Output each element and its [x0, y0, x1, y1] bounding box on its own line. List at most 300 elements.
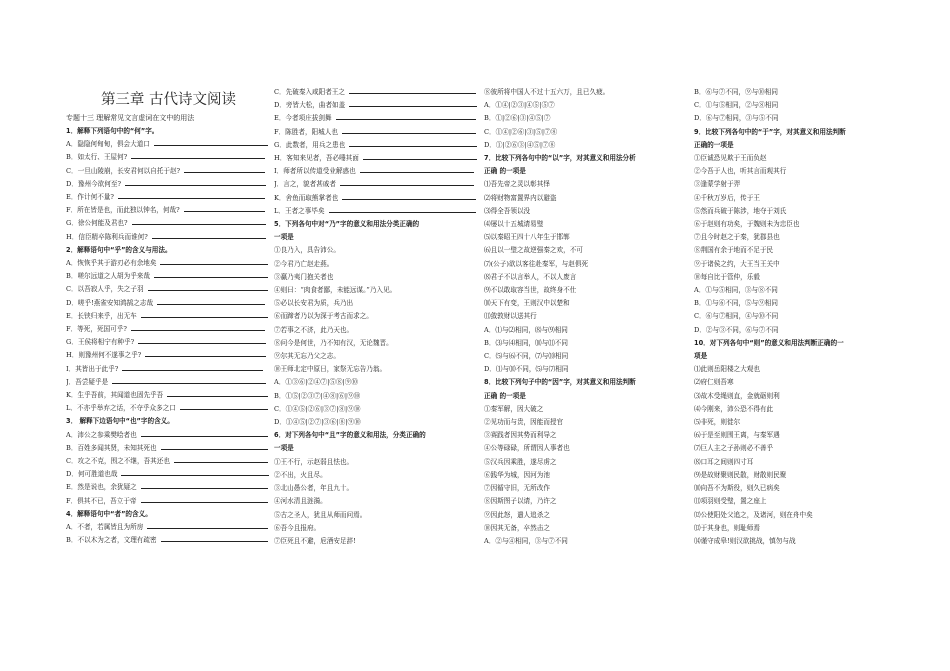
text-line — [66, 349, 271, 362]
answer-blank[interactable] — [160, 257, 268, 265]
answer-blank[interactable] — [138, 336, 265, 344]
text-line — [484, 495, 689, 508]
answer-blank[interactable] — [184, 204, 265, 212]
text-line — [274, 469, 479, 482]
line-text: ④河水清且涟漪。 — [274, 497, 327, 506]
line-text: G．徐公何能及君也? — [66, 219, 128, 228]
line-text: 8．比较下列句子中的“因”字，对其意义和用法判断 — [484, 378, 636, 387]
question-heading — [66, 508, 271, 521]
text-line — [274, 416, 479, 429]
line-text: ⑺(公子)欲以客往赴秦军，与赵俱死 — [484, 259, 589, 268]
line-text: ⑴此则岳阳楼之大观也 — [694, 365, 760, 374]
answer-blank[interactable] — [349, 139, 476, 147]
line-text: H．信臣精卒陈利兵而谁何? — [66, 232, 148, 241]
answer-blank[interactable] — [184, 165, 265, 173]
text-line — [694, 244, 899, 257]
line-text: D．⑴与⑽不同，⑸与⑺相同 — [484, 365, 569, 374]
text-line — [484, 218, 689, 231]
text-line — [274, 152, 479, 165]
line-text: C．一旦山陵崩，长安君何以自托于赵? — [66, 166, 181, 175]
answer-blank[interactable] — [180, 402, 268, 410]
line-text: A．①与⑤相同，③与⑧不同 — [694, 286, 778, 295]
line-text: 一项是 — [274, 444, 294, 453]
question-heading — [484, 376, 689, 389]
line-text: B．⑥与⑦不同，⑨与⑩相同 — [694, 88, 778, 96]
text-line — [66, 363, 271, 376]
answer-blank[interactable] — [112, 376, 266, 384]
text-line — [484, 178, 689, 191]
text-line — [694, 205, 899, 218]
question-heading — [274, 218, 479, 231]
line-text: ⑧彼所将中国人不过十五六万，且已久疲。 — [484, 88, 610, 96]
answer-blank[interactable] — [152, 231, 266, 239]
line-text: D．何可胜道也哉 — [66, 470, 118, 479]
line-text: ④公等碌碌，所谓因人事者也 — [484, 444, 570, 453]
answer-blank[interactable] — [131, 151, 265, 159]
answer-blank[interactable] — [154, 138, 268, 146]
line-text: C．①与⑤相同，②与⑧相同 — [694, 101, 779, 110]
line-text: ⑥于赵则有功矣，于魏则未为忠臣也 — [694, 220, 800, 229]
answer-blank[interactable] — [154, 270, 268, 278]
question-heading — [66, 125, 271, 138]
text-line — [66, 231, 271, 244]
line-text: E．然是说也，余犹疑之 — [66, 483, 137, 492]
text-line — [274, 297, 479, 310]
text-line — [484, 192, 689, 205]
text-line — [274, 522, 479, 535]
text-line — [484, 284, 689, 297]
line-text: J．吾尝疑乎是 — [66, 377, 109, 386]
text-line — [694, 284, 899, 297]
text-line — [694, 86, 899, 99]
answer-blank[interactable] — [148, 283, 269, 291]
text-line — [274, 350, 479, 363]
line-text: C．以吾寂人乎，失之子羽 — [66, 285, 144, 294]
line-text: A．⑴与⑵相同，⑻与⑼相同 — [484, 325, 568, 334]
text-line — [484, 112, 689, 125]
text-line — [274, 165, 479, 178]
text-line — [274, 205, 479, 218]
line-text: C．攻之不克，围之不继，吾其还也 — [66, 457, 170, 466]
text-line — [484, 231, 689, 244]
line-text: ⑺巨人主之子孙则必不善乎 — [694, 444, 774, 453]
text-line — [274, 86, 479, 99]
line-text: H．则豫州何不遂事之乎? — [66, 351, 142, 360]
line-text: ⑤必以长安君为质，兵乃出 — [274, 299, 354, 308]
line-text: B．如太行、王屋何? — [66, 153, 128, 162]
answer-blank[interactable] — [125, 178, 266, 186]
question-heading — [274, 442, 479, 455]
line-text: ⒁谨守成皋!则汉欲挑战，慎勿与战 — [694, 536, 796, 545]
answer-blank[interactable] — [141, 429, 268, 437]
line-text: ⑼不以敢取容当世，故终身不仕 — [484, 286, 577, 295]
text-line — [274, 495, 479, 508]
line-text: A．①③⑥|②④⑦|⑤⑧|⑨⑩ — [274, 378, 358, 387]
line-text: C．①④⑤|②⑥|③⑦|⑧|⑨⑩ — [274, 404, 361, 413]
question-heading — [484, 165, 689, 178]
line-text: J．言之，貌者甚戚者 — [274, 180, 336, 189]
line-text: B．不以木为之者，文理有疏密 — [66, 536, 157, 545]
line-text: A．不者，若属皆且为所房 — [66, 523, 144, 532]
line-text: G．此数者，用兵之患也 — [274, 140, 346, 149]
line-text: ⑥践华为城，因河为池 — [484, 470, 550, 479]
line-text: ①秦军解，因大破之 — [484, 404, 544, 413]
line-text: ⑼是故财聚则民散，财散则民聚 — [694, 470, 787, 479]
text-line — [694, 231, 899, 244]
line-text: ⑤汉兵因乘胜，遂尽虏之 — [484, 457, 557, 466]
answer-blank[interactable] — [349, 86, 476, 94]
line-text: C．⑸与⑹不同，⑺与⑽相同 — [484, 352, 569, 361]
line-text: ⑽向吾不为斯役，则久已病矣 — [694, 484, 780, 493]
line-text: 9．比较下列各句中的“于”字，对其意义和用法判断 — [694, 127, 846, 136]
line-text: ②见功而与贵，因能而授官 — [484, 418, 564, 427]
topic-title: 专题十三 理解常见文言虚词在文中的用法 — [66, 114, 195, 122]
text-line — [484, 139, 689, 152]
column-1 — [66, 86, 271, 548]
text-line — [66, 297, 271, 310]
question-heading — [274, 231, 479, 244]
line-text: 7．比较下列各句中的“以”字，对其意义和用法分析 — [484, 154, 636, 163]
line-text: ②今吾于人也，听其言而观其行 — [694, 167, 787, 176]
text-line — [484, 522, 689, 535]
answer-blank[interactable] — [342, 126, 476, 134]
text-line — [66, 310, 271, 323]
line-text: ⑻口耳之间则四寸耳 — [694, 457, 754, 466]
text-line — [66, 521, 271, 534]
line-text: I．其皆出于此乎? — [66, 364, 119, 373]
line-text: H．客知来见者，吾必唾其面 — [274, 154, 359, 163]
line-text: D．嗟乎!燕雀安知鸿鹄之志哉 — [66, 298, 154, 307]
line-text: L．王者之事毕矣 — [274, 206, 325, 215]
line-text: ⑻君子不以言举人，不以人废言 — [484, 272, 577, 281]
line-text: D．②与③不同，⑥与⑦不同 — [694, 325, 779, 334]
text-line — [484, 403, 689, 416]
line-text: ⑩因其无备，卒然击之 — [484, 523, 550, 532]
line-text: ④千秋万岁后，传于王 — [694, 193, 760, 202]
text-line — [66, 165, 271, 178]
question-heading — [694, 350, 899, 363]
text-line — [274, 509, 479, 522]
line-text: ③赛践者因其势而利导之 — [484, 431, 557, 440]
answer-blank[interactable] — [363, 152, 477, 160]
text-line — [274, 258, 479, 271]
text-line — [274, 337, 479, 350]
answer-blank[interactable] — [167, 389, 268, 397]
text-line — [274, 139, 479, 152]
text-line — [694, 178, 899, 191]
line-text: ⑦臣死且不避，卮酒安足辞! — [274, 536, 356, 545]
text-line — [694, 112, 899, 125]
text-line — [66, 191, 271, 204]
text-line — [66, 455, 271, 468]
text-line — [694, 442, 899, 455]
answer-blank[interactable] — [360, 165, 474, 173]
line-text: ⒀于其身也，则耻师焉 — [694, 523, 760, 532]
answer-blank[interactable] — [131, 323, 265, 331]
answer-blank[interactable] — [340, 178, 474, 186]
line-text: D．豫州今欲何至? — [66, 179, 121, 188]
answer-blank[interactable] — [161, 442, 269, 450]
question-heading — [694, 126, 899, 139]
line-text: ③北山愚公者，年且九十。 — [274, 484, 354, 493]
text-line — [484, 324, 689, 337]
text-line — [66, 402, 271, 415]
line-text: A．隐隐何甸甸，俱会大道口 — [66, 140, 150, 149]
line-text: 4．解释语句中“者”的含义。 — [66, 509, 152, 518]
line-text: ⑥吾今且报府。 — [274, 523, 321, 532]
line-text: F．陈胜者，阳城人也 — [274, 127, 338, 136]
line-text: L．不亦乎举弃之话，不夺乎众多之口 — [66, 404, 176, 413]
line-text: 3． 解释下边语句中“也”字的含义。 — [66, 417, 174, 426]
line-text: D．旁皆大松，曲者如盖 — [274, 101, 346, 110]
text-line — [484, 482, 689, 495]
line-text: 2．解释语句中“乎”的含义与用法。 — [66, 245, 172, 254]
line-text: B．①|②⑥|③|④⑤|⑦ — [484, 114, 551, 123]
line-text: A．②与④相同，③与⑦不同 — [484, 536, 568, 545]
line-text: ⑨于诸侯之约，大王当王关中 — [694, 259, 780, 268]
text-line — [694, 152, 899, 165]
text-line — [66, 376, 271, 389]
line-text: ⑨尔其无忘乃父之志。 — [274, 352, 340, 361]
question-heading — [66, 415, 271, 428]
answer-blank[interactable] — [141, 310, 268, 318]
line-text: D．⑥与⑦相同，③与⑤不同 — [694, 114, 779, 123]
text-line — [484, 271, 689, 284]
text-line — [694, 416, 899, 429]
line-text: F．等死，死国可乎? — [66, 325, 127, 334]
text-line — [66, 178, 271, 191]
text-line — [274, 376, 479, 389]
line-text: 1．解释下列语句中的“何”字。 — [66, 127, 159, 135]
line-text: 6．对下列各句中“且”字的意义和用法，分类正确的 — [274, 431, 426, 440]
answer-blank[interactable] — [118, 191, 265, 199]
line-text: G．王侯将相宁有种乎? — [66, 338, 135, 347]
answer-blank[interactable] — [329, 205, 476, 213]
answer-blank[interactable] — [145, 349, 266, 357]
text-line — [66, 442, 271, 455]
text-line — [274, 324, 479, 337]
line-text: ④则曰：“肉食者鄙，未能远谋。”乃入见。 — [274, 286, 397, 295]
text-line — [484, 509, 689, 522]
line-text: 一项是 — [274, 233, 294, 242]
line-text: ③赢乃夷门抱关者也 — [274, 272, 334, 281]
line-text: ⑤然而兵破于陈涉，地夺于刘氏 — [694, 206, 787, 215]
line-text: ⑵府仁则吾寒 — [694, 378, 734, 387]
line-text: F．俱其不已，吾立于帝 — [66, 496, 137, 505]
line-text: ⑩每自比于管仲，乐毅 — [694, 272, 760, 281]
text-line — [694, 99, 899, 112]
text-line — [274, 310, 479, 323]
line-text: ⑦因循守旧，无所改作 — [484, 484, 550, 493]
text-line — [694, 535, 899, 548]
text-line — [694, 310, 899, 323]
line-text: B．⑶与⑷相同，⑽与⑾不同 — [484, 338, 568, 347]
line-text: ⑧荆国有余于地而不足于民 — [694, 246, 774, 255]
text-line — [66, 151, 271, 164]
text-line — [694, 456, 899, 469]
text-line — [484, 429, 689, 442]
text-line — [274, 535, 479, 548]
line-text: C．①④|②⑥|③|⑤|⑦⑧ — [484, 127, 558, 136]
line-text: ⑸以秦昭王四十八年生于邯郸 — [484, 233, 570, 242]
line-text: A．①④|②③|④⑤|⑤⑦ — [484, 101, 555, 110]
text-line — [484, 126, 689, 139]
text-line — [66, 257, 271, 270]
answer-blank[interactable] — [122, 363, 263, 371]
text-line — [694, 218, 899, 231]
line-text: ⑦若事之不济，此乃天也。 — [274, 325, 354, 334]
line-text: ⑹且以一璧之故逆强秦之欢，不可 — [484, 246, 583, 255]
line-text: ①良乃入，具告沛公。 — [274, 246, 340, 255]
text-line — [66, 270, 271, 283]
text-line — [274, 244, 479, 257]
answer-blank[interactable] — [121, 468, 268, 476]
text-line — [694, 403, 899, 416]
answer-blank[interactable] — [141, 481, 268, 489]
line-text: K．舍鱼而取熊掌者也 — [274, 193, 339, 202]
answer-blank[interactable] — [349, 99, 476, 107]
answer-blank[interactable] — [147, 521, 268, 529]
text-line — [694, 390, 899, 403]
line-text: 正确 的一项是 — [484, 391, 526, 400]
line-text: ⑾项羽则受璧，置之座上 — [694, 497, 767, 506]
text-line — [484, 469, 689, 482]
line-text: F．所在皆是也，而此独以钟名，何哉? — [66, 206, 180, 215]
line-text: ⑾敛敦财以送其行 — [484, 312, 537, 321]
line-text: K．生乎吾前，其闻道也固先乎吾 — [66, 391, 164, 400]
column-1-lines — [66, 125, 271, 548]
text-line — [484, 310, 689, 323]
text-line — [694, 429, 899, 442]
answer-blank[interactable] — [157, 297, 265, 305]
answer-blank[interactable] — [132, 217, 266, 225]
line-text: ⑷今刚来，沛公恐不得有此 — [694, 404, 774, 413]
line-text: B．①⑤|②③⑦|④⑧|⑥|⑨⑩ — [274, 391, 361, 400]
question-heading — [274, 429, 479, 442]
line-text: A．沛公之参乘樊哙者也 — [66, 430, 137, 439]
text-line — [484, 337, 689, 350]
line-text: 10．对下列各句中“则”的意义和用法判断正确的一 — [694, 338, 844, 347]
text-line — [694, 258, 899, 271]
line-text: ⑦且今时赵之于秦，犹郡县也 — [694, 233, 780, 242]
line-text: ①王不行，示赵弱且怯也。 — [274, 457, 354, 466]
text-line — [274, 192, 479, 205]
line-text: ⑿公使阳处父追之，及诸河，则在舟中矣 — [694, 510, 813, 519]
line-text: ①臣诚恐见欺于王而负赵 — [694, 154, 767, 163]
answer-blank[interactable] — [161, 534, 269, 542]
line-text: B．百姓多闻其贤，未知其死也 — [66, 443, 157, 452]
text-line — [274, 284, 479, 297]
text-line — [66, 495, 271, 508]
line-text: ⑽天下有变，王则汉中以楚和 — [484, 299, 570, 308]
text-line — [484, 99, 689, 112]
line-text: 5．下列各句中对“乃”字的意义和用法分类正确的 — [274, 220, 420, 229]
answer-blank[interactable] — [342, 192, 476, 200]
text-line — [274, 456, 479, 469]
text-line — [694, 192, 899, 205]
text-line — [274, 126, 479, 139]
text-line — [274, 112, 479, 125]
line-text: ⑸非死，则徙尔 — [694, 418, 741, 427]
column-2 — [274, 86, 479, 548]
question-heading — [694, 139, 899, 152]
line-text: A．恢恢乎其于游刃必有余地矣 — [66, 259, 157, 268]
line-text: C．先破秦入咸阳者王之 — [274, 88, 345, 96]
text-line — [274, 390, 479, 403]
line-text: E．作计何不量? — [66, 193, 114, 202]
text-line — [274, 99, 479, 112]
text-line — [694, 271, 899, 284]
answer-blank[interactable] — [336, 112, 477, 120]
line-text: ⑩王师北定中原日，家祭无忘告乃翁。 — [274, 365, 387, 374]
text-line — [66, 204, 271, 217]
line-text: ⑷屡以十五城请易璧 — [484, 220, 544, 229]
line-text: B．嗟尔远道之人胡为乎来哉 — [66, 272, 150, 281]
text-line — [66, 323, 271, 336]
line-text: 正确 的一项是 — [484, 167, 526, 176]
text-line — [484, 244, 689, 257]
question-heading — [66, 244, 271, 257]
text-line — [66, 138, 271, 151]
line-text: C．⑥与⑦相同，④与⑩不同 — [694, 312, 779, 321]
text-line — [66, 468, 271, 481]
text-line — [274, 482, 479, 495]
text-line — [484, 258, 689, 271]
text-line — [694, 165, 899, 178]
line-text: ⑵将财物富置界内以避盗 — [484, 193, 557, 202]
text-line — [66, 534, 271, 547]
line-text: D．①|②⑥③|④⑤|⑦⑧ — [484, 140, 556, 149]
question-heading — [484, 152, 689, 165]
text-line — [66, 389, 271, 402]
text-line — [484, 416, 689, 429]
text-line — [66, 336, 271, 349]
text-line — [274, 363, 479, 376]
text-line — [484, 456, 689, 469]
line-text: ⑴吾先帝之灵以彰其怿 — [484, 180, 550, 189]
text-line — [484, 86, 689, 99]
answer-blank[interactable] — [141, 495, 268, 503]
line-text: E．今者项庄拔剑舞 — [274, 114, 332, 123]
text-line — [274, 178, 479, 191]
text-line — [694, 482, 899, 495]
line-text: ⑹于是至则围王离，与秦军遇 — [694, 431, 780, 440]
line-text: ⑧问今是何世，乃不知有汉，无论魏晋。 — [274, 338, 393, 347]
answer-blank[interactable] — [174, 455, 268, 463]
text-line — [274, 403, 479, 416]
text-line — [694, 324, 899, 337]
line-text: ⑶得全吾领以没 — [484, 206, 531, 215]
line-text: I．师者所以传道受业解惑也 — [274, 167, 356, 176]
line-text: 项是 — [694, 352, 708, 361]
line-text: ②今君乃亡赵走燕。 — [274, 259, 334, 268]
text-line — [694, 495, 899, 508]
chapter-title: 第三章 古代诗文阅读 — [100, 92, 237, 108]
text-line — [694, 376, 899, 389]
line-text: ③逢蒙学射于羿 — [694, 180, 741, 189]
text-line — [694, 363, 899, 376]
text-line — [484, 535, 689, 548]
line-text: ⑧因斯图子以请，乃许之 — [484, 497, 557, 506]
line-text: ⑶故木受绳则直，金就砺则利 — [694, 391, 780, 400]
line-text: E．长铗归来乎，出无车 — [66, 311, 137, 320]
question-heading — [484, 390, 689, 403]
line-text: B．①与⑥不同，⑤与⑨相同 — [694, 299, 778, 308]
line-text: 正确的一项是 — [694, 140, 734, 149]
line-text: ⑥而蹄者乃以为深于考古而求之。 — [274, 312, 373, 321]
line-text: ⑨因此怒，遣人追杀之 — [484, 510, 550, 519]
text-line — [694, 509, 899, 522]
